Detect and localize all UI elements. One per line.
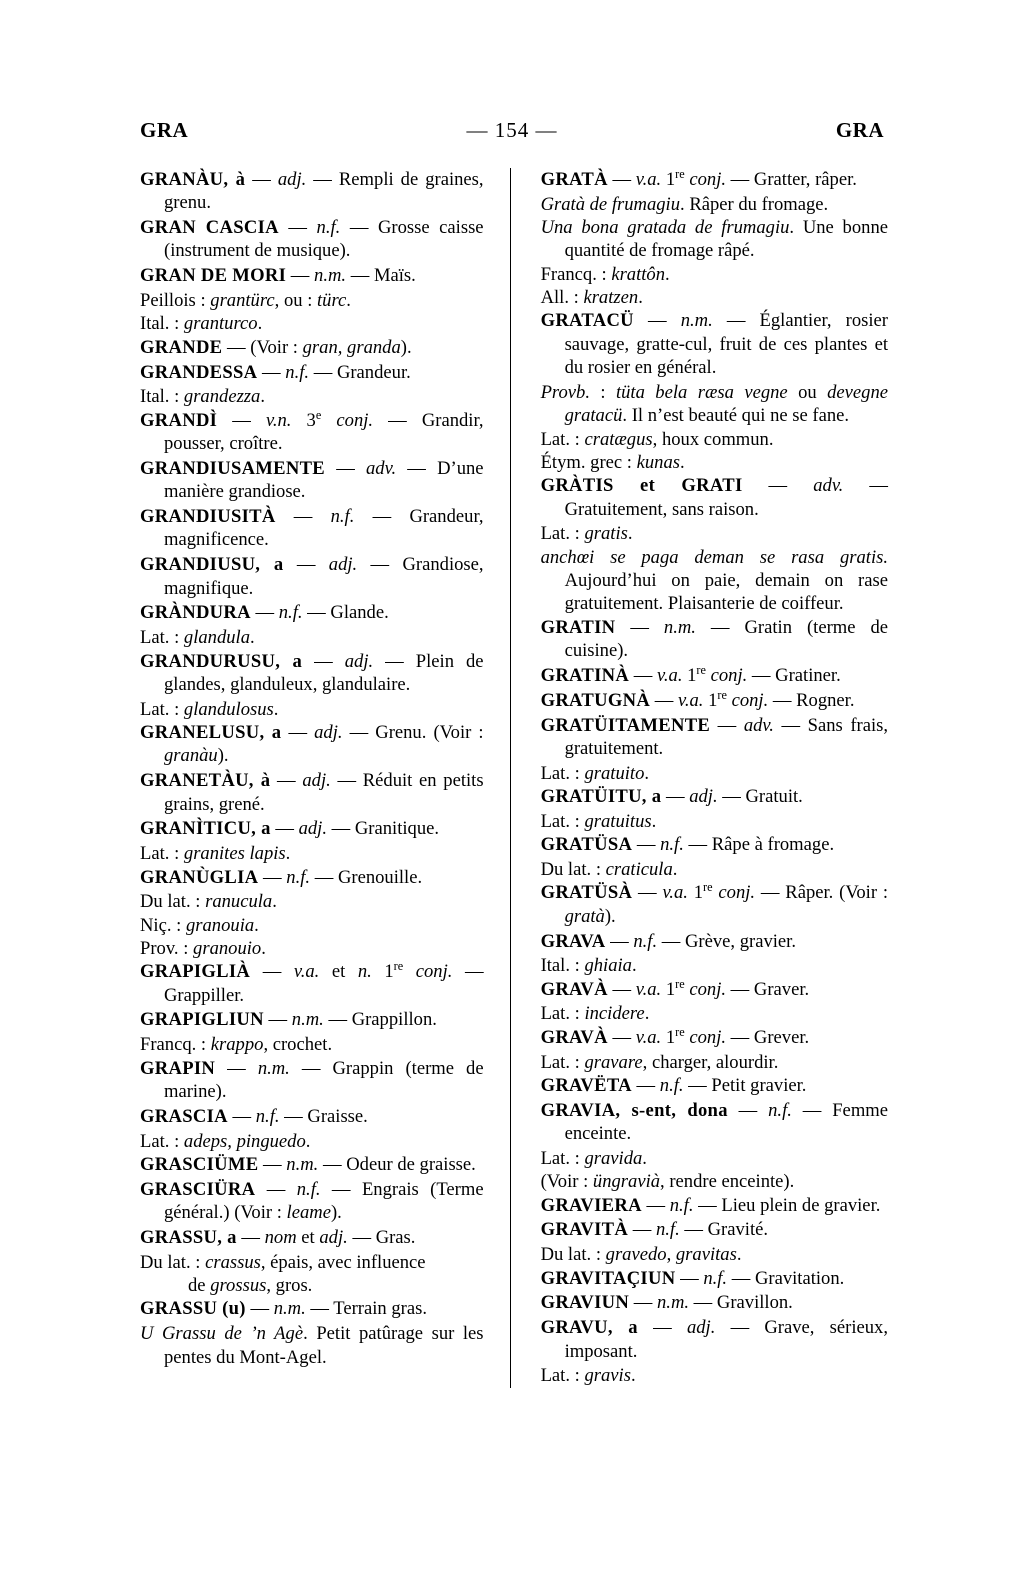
entry-headword: GRAVITAÇIUN [540,1267,676,1289]
entry-definition: GRÀNDURA — n.f. — Glande. [140,602,389,624]
entry-headword: GRANELUSU, a [140,722,282,744]
entry-definition: GRATINÀ — v.a. 1re conj. — Gratiner. [540,662,841,686]
entry-headword: GRAVËTA [540,1074,632,1096]
dictionary-entry [541,309,888,474]
page-number: — 154 — [466,118,558,142]
entry-headword: GRAVIERA [540,1194,642,1216]
entry-headword: GRAVÀ [540,978,608,1000]
entry-headword: GRANDURUSU, a [140,650,303,672]
entry-definition: GRANDÌ — v.n. 3e conj. — Grandir, pousser, croître. [140,407,484,455]
entry-definition: GRANDE — (Voir : gran, granda). [140,336,412,358]
entry-note: Du lat. : ranucula. [140,891,277,913]
entry-definition: GRASCIÜME — n.m. — Odeur de graisse. [140,1153,476,1175]
column-right [539,168,888,1388]
entry-definition: GRASCIÜRA — n.f. — Engrais (Terme général.) (Voir : leame). [140,1178,484,1224]
entry-definition: GRANDESSA — n.f. — Grandeur. [140,361,411,383]
entry-definition: GRAN DE MORI — n.m. — Maïs. [140,265,416,287]
entry-note: Provb. : tüta bela ræsa vegne ou devegne gratacü. Il n’est beauté qui ne se fane. [540,381,888,427]
entry-headword: GRATÜITAMENTE [540,714,711,736]
entry-headword: GRANDIUSAMENTE [140,457,325,479]
running-head-right: GRA [835,118,884,142]
entry-headword: GRASCIÜRA [140,1178,256,1200]
entry-note: Peillois : grantürc, ou : türc. [140,290,351,312]
entry-headword: GRANDÌ [140,409,218,431]
dictionary-entry [140,505,484,552]
entry-note: Lat. : glandulosus. [140,698,279,720]
entry-definition: GRANÀU, à — adj. — Rempli de graines, grenu. [140,169,484,214]
entry-definition: GRANDIUSAMENTE — adv. — D’une manière grandiose. [140,457,484,503]
entry-headword: GRANDIUSITÀ [140,506,276,528]
entry-definition: GRAPIGLIÀ — v.a. et n. 1re conj. — Grappiller. [140,959,484,1006]
dictionary-entry [541,714,888,785]
entry-headword: GRATUGNÀ [540,689,651,711]
entry-headword: GRATÜSA [540,834,633,856]
dictionary-entry [140,409,484,456]
entry-note: Ital. : ghiaia. [540,955,637,977]
entry-definition: GRANELUSU, a — adj. — Grenu. (Voir : granàu). [140,722,484,767]
entry-note: Du lat. : gravedo, gravitas. [540,1244,742,1266]
entry-headword: GRASCIÜME [140,1153,259,1175]
entry-headword: GRAPIGLIUN [140,1009,264,1031]
entry-headword: GRANÙGLIA [140,866,259,888]
dictionary-entry [140,721,484,768]
entry-headword: GRÀTIS et GRATI [540,475,743,497]
entry-headword: GRAPIN [140,1057,216,1079]
entry-definition: GRANETÀU, à — adj. — Réduit en petits grains, grené. [140,770,484,815]
entry-headword: GRAVÀ [540,1026,608,1048]
entry-definition: GRASSU, a — nom et adj. — Gras. [140,1226,416,1248]
entry-headword: GRATINÀ [540,664,630,686]
entry-headword: GRASCIA [140,1105,228,1127]
dictionary-entry [541,1026,888,1074]
entry-definition: GRATACÜ — n.m. — Églantier, rosier sauvage, gratte-cul, fruit de ces plantes et du rosier en général. [540,310,888,379]
entry-note: All. : kratzen. [540,287,643,309]
entry-note: Lat. : incidere. [540,1003,650,1025]
entry-definition: GRATÜITAMENTE — adv. — Sans frais, gratuitement. [540,714,888,759]
entry-headword: GRAVA [540,930,606,952]
entry-definition: GRAVITAÇIUN — n.f. — Gravitation. [540,1267,845,1289]
dictionary-entry [541,930,888,978]
entry-note: Lat. : gravida. [540,1147,647,1169]
entry-headword: GRATÜITU, a [540,786,662,808]
dictionary-entry [541,664,888,687]
dictionary-entry [541,1291,888,1314]
entry-headword: GRASSU, a [140,1226,237,1248]
dictionary-entry [140,336,484,359]
entry-note: Lat. : adeps, pinguedo. [140,1130,311,1152]
entry-definition: GRATIN — n.m. — Gratin (terme de cuisine). [540,616,889,662]
dictionary-entry [541,1316,888,1387]
entry-headword: GRAVITÀ [540,1219,629,1241]
dictionary-entry [140,1226,484,1297]
entry-definition: GRATUGNÀ — v.a. 1re conj. — Rogner. [540,687,855,711]
entry-headword: GRAN DE MORI [140,265,287,287]
entry-headword: GRAVIUN [540,1292,630,1314]
entry-note: Lat. : gratuitus. [540,810,657,832]
entry-note: Una bona gratada de frumagiu. Une bonne quantité de fromage râpé. [540,217,888,262]
entry-definition: GRANDIUSU, a — adj. — Grandiose, magnifique. [140,554,484,599]
entry-definition: GRATÜSÀ — v.a. 1re conj. — Râper. (Voir : gratà). [540,880,888,927]
dictionary-entry [140,650,484,721]
dictionary-entry [541,474,888,615]
running-head-left: GRA [140,118,189,142]
entry-definition: GRAN CASCIA — n.f. — Grosse caisse (instrument de musique). [140,217,484,262]
page-header [140,118,884,143]
entry-note: Du lat. : craticula. [540,859,678,881]
dictionary-entry [140,216,484,263]
dictionary-entry [541,1218,888,1266]
entry-definition: GRATÜITU, a — adj. — Gratuit. [540,786,803,808]
dictionary-entry [140,769,484,816]
entry-note: Lat. : granites lapis. [140,843,291,865]
entry-headword: GRAVU, a [540,1317,638,1339]
entry-definition: GRAVËTA — n.f. — Petit gravier. [540,1074,807,1096]
dictionary-entry [140,1178,484,1225]
dictionary-entry [140,1008,484,1056]
entry-note: Prov. : granouio. [140,938,266,959]
dictionary-entry [140,817,484,865]
entry-definition: GRANDIUSITÀ — n.f. — Grandeur, magnificence. [140,506,484,551]
dictionary-entry [541,1267,888,1290]
dictionary-entry [140,1297,484,1368]
entry-note: Du lat. : crassus, épais, avec influence [140,1251,426,1273]
entry-note: (Voir : üngravià, rendre enceinte). [540,1171,795,1193]
entry-definition: GRÀTIS et GRATI — adv. — Gratuitement, sans raison. [540,475,888,520]
entry-headword: GRANDE [140,336,223,358]
dictionary-entry [140,601,484,649]
entry-note: Francq. : krattôn. [540,263,670,285]
entry-definition: GRAVÀ — v.a. 1re conj. — Graver. [540,976,810,1000]
entry-definition: GRATÀ — v.a. 1re conj. — Gratter, râper. [540,166,857,190]
entry-headword: GRANETÀU, à [140,770,271,792]
entry-headword: GRATIN [540,616,616,638]
entry-headword: GRÀNDURA [140,602,251,624]
entry-headword: GRASSU (u) [140,1298,246,1320]
entry-note: de grossus, gros. [188,1275,313,1297]
dictionary-entry [541,616,888,663]
entry-definition: GRASCIA — n.f. — Graisse. [140,1105,368,1127]
entry-note: Gratà de frumagiu. Râper du fromage. [540,193,829,215]
dictionary-entry [140,264,484,335]
dictionary-entry [140,361,484,409]
dictionary-entry [140,1105,484,1153]
dictionary-entry [541,1099,888,1194]
entry-definition: GRANÙGLIA — n.f. — Grenouille. [140,866,423,888]
entry-definition: GRASSU (u) — n.m. — Terrain gras. [140,1298,427,1320]
dictionary-entry [541,833,888,881]
entry-headword: GRATÜSÀ [540,882,633,904]
dictionary-entry [541,881,888,928]
dictionary-entry [140,553,484,600]
dictionary-entry [140,866,484,961]
dictionary-entry [140,168,484,215]
entry-headword: GRANÀU, à [140,169,246,190]
dictionary-entry [140,1057,484,1104]
entry-definition: GRANÌTICU, a — adj. — Granitique. [140,818,440,840]
entry-note: U Grassu de ’n Agè. Petit patûrage sur les pentes du Mont-Agel. [140,1323,484,1368]
entry-note: Étym. grec : kunas. [540,451,685,473]
dictionary-entry [541,978,888,1026]
dictionary-entry [140,960,484,1007]
entry-definition: GRAPIN — n.m. — Grappin (terme de marine). [140,1057,484,1102]
entry-definition: GRAVIUN — n.m. — Gravillon. [540,1292,793,1314]
entry-headword: GRAN CASCIA [140,217,279,239]
dictionary-entry [541,785,888,833]
entry-headword: GRATÀ [540,169,608,190]
dictionary-entry [140,1153,484,1176]
entry-headword: GRANÌTICU, a [140,818,271,840]
entry-definition: GRATÜSA — n.f. — Râpe à fromage. [540,834,835,856]
entry-definition: GRANDURUSU, a — adj. — Plein de glandes, glanduleux, glandulaire. [140,650,484,695]
dictionary-entry [541,1074,888,1097]
entry-definition: GRAPIGLIUN — n.m. — Grappillon. [140,1009,437,1031]
entry-note: Francq. : krappo, crochet. [140,1034,333,1056]
entry-headword: GRAPIGLIÀ [140,961,251,983]
entry-note: Niç. : granouia. [140,914,259,936]
entry-definition: GRAVA — n.f. — Grève, gravier. [540,930,796,952]
columns-container [140,168,888,1388]
entry-definition: GRAVIA, s-ent, dona — n.f. — Femme enceinte. [540,1099,888,1145]
entry-definition: GRAVU, a — adj. — Grave, sérieux, imposant. [540,1317,889,1362]
dictionary-entry [541,689,888,712]
entry-note: Lat. : gratis. [540,523,633,545]
entry-definition: GRAVIERA — n.f. — Lieu plein de gravier. [540,1194,881,1216]
entry-note: Lat. : cratægus, houx commun. [540,428,774,450]
column-left [140,168,511,1388]
entry-note: Ital. : granturco. [140,313,263,335]
entry-headword: GRAVIA, s-ent, dona [540,1099,728,1121]
entry-note: Lat. : glandula. [140,627,255,649]
entry-note: Lat. : gravis. [540,1365,636,1387]
dictionary-entry [140,457,484,504]
dictionary-entry [541,1194,888,1217]
entry-note: anchœi se paga deman se rasa gratis. Aujourd’hui on paie, demain on rase gratuitement. Plaisanterie de coiffeur. [540,546,888,615]
entry-headword: GRANDIUSU, a [140,554,284,576]
entry-headword: GRATACÜ [540,310,634,332]
entry-definition: GRAVÀ — v.a. 1re conj. — Grever. [540,1024,810,1048]
entry-note: Ital. : grandezza. [140,386,265,408]
entry-definition: GRAVITÀ — n.f. — Gravité. [540,1219,769,1241]
entry-note: Lat. : gratuito. [540,762,650,784]
entry-note: Lat. : gravare, charger, alourdir. [540,1051,779,1073]
entry-headword: GRANDESSA [140,361,258,383]
dictionary-entry [541,168,888,309]
